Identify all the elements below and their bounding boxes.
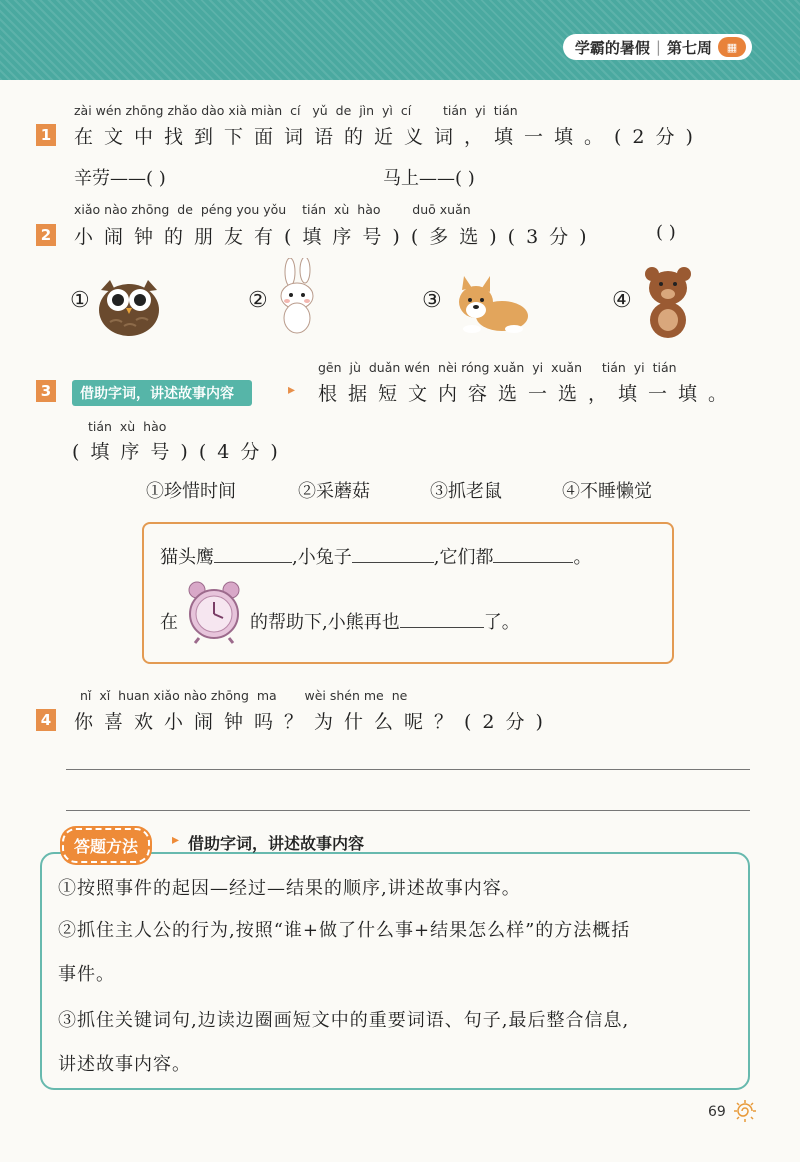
fill-line-2-c: 了。: [483, 612, 520, 633]
q2-pinyin: xiǎo nào zhōng de péng you yǒu tián xù hào duō xuǎn: [74, 202, 471, 217]
choice-4: ④不睡懒觉: [562, 481, 652, 502]
answer-line-2[interactable]: [66, 810, 750, 811]
page-number: 69: [708, 1104, 726, 1120]
q1-item-2[interactable]: 马上——( ): [383, 168, 475, 189]
q3-number: 3: [36, 380, 56, 402]
dog-icon[interactable]: [452, 274, 532, 336]
blank-both[interactable]: [493, 544, 573, 563]
method-arrow-icon: ▸: [172, 832, 180, 848]
choice-2: ②采蘑菇: [298, 481, 370, 502]
q2-answer-paren[interactable]: ( ): [656, 222, 676, 243]
week-mark-icon: ▦: [718, 37, 746, 57]
q3-text-2: (填序号)(4分): [72, 441, 289, 463]
owl-icon[interactable]: [96, 272, 162, 338]
choice-1: ①珍惜时间: [146, 481, 236, 502]
bear-icon[interactable]: [640, 264, 696, 340]
blank-bear[interactable]: [400, 609, 484, 628]
q3-text: 根据短文内容选一选，填一填。: [318, 383, 739, 405]
week-label: 第七周: [666, 38, 712, 57]
header-separator: |: [655, 38, 661, 56]
fill-line-2-b: 的帮助下,小熊再也: [250, 612, 400, 633]
fill-line-2: [250, 608, 520, 634]
q1-number: 1: [36, 124, 56, 146]
fill-line-1-a: 猫头鹰: [160, 547, 214, 568]
tag-arrow-icon: ▸: [288, 382, 296, 398]
option-3-label[interactable]: ③: [422, 288, 442, 313]
sun-spiral-icon: [732, 1098, 758, 1124]
method-line-1: ①按照事件的起因—经过—结果的顺序,讲述故事内容。: [58, 878, 521, 899]
series-title: 学霸的暑假: [574, 38, 650, 57]
q4-text: 你喜欢小闹钟吗？为什么呢？(2分): [74, 711, 554, 733]
option-2-label[interactable]: ②: [248, 288, 268, 313]
fill-line-1: [160, 543, 591, 569]
q1-text: 在文中找到下面词语的近义词，填一填。(2分): [74, 126, 704, 148]
fill-line-1-d: 。: [573, 547, 592, 568]
method-line-5: 讲述故事内容。: [58, 1054, 191, 1075]
option-1-label[interactable]: ①: [70, 288, 90, 313]
header-tag: [563, 34, 752, 60]
q2-text: 小闹钟的朋友有(填序号)(多选)(3分): [74, 226, 598, 248]
method-line-4: ③抓住关键词句,边读边圈画短文中的重要词语、句子,最后整合信息,: [58, 1010, 630, 1031]
q3-pinyin: gēn jù duǎn wén nèi róng xuǎn yi xuǎn tián yi tián: [318, 360, 677, 375]
fill-line-1-b: ,小兔子: [292, 547, 352, 568]
method-title: 借助字词，讲述故事内容: [188, 834, 365, 853]
choice-3: ③抓老鼠: [430, 481, 502, 502]
q3-skill-tag: 借助字词，讲述故事内容: [72, 380, 252, 406]
blank-rabbit[interactable]: [352, 544, 434, 563]
q1-item-1[interactable]: 辛劳——( ): [74, 168, 166, 189]
rabbit-icon[interactable]: [272, 258, 322, 338]
option-4-label[interactable]: ④: [612, 288, 632, 313]
q3-pinyin-2: tián xù hào: [88, 419, 167, 434]
fill-line-1-c: ,它们都: [433, 547, 494, 568]
method-line-3: 事件。: [58, 964, 115, 985]
blank-owl[interactable]: [214, 544, 292, 563]
q4-pinyin: nǐ xǐ huan xiǎo nào zhōng ma wèi shén me ne: [80, 688, 408, 703]
q1-pinyin: zài wén zhōng zhǎo dào xià miàn cí yǔ de jìn yì cí tián yi tián: [74, 103, 518, 118]
alarm-clock-icon: [185, 580, 243, 644]
method-badge: 答题方法: [62, 828, 150, 863]
q4-number: 4: [36, 709, 56, 731]
answer-line-1[interactable]: [66, 769, 750, 770]
q2-number: 2: [36, 224, 56, 246]
method-line-2: ②抓住主人公的行为,按照“谁+做了什么事+结果怎么样”的方法概括: [58, 920, 631, 941]
fill-line-2-a: 在: [160, 612, 178, 633]
